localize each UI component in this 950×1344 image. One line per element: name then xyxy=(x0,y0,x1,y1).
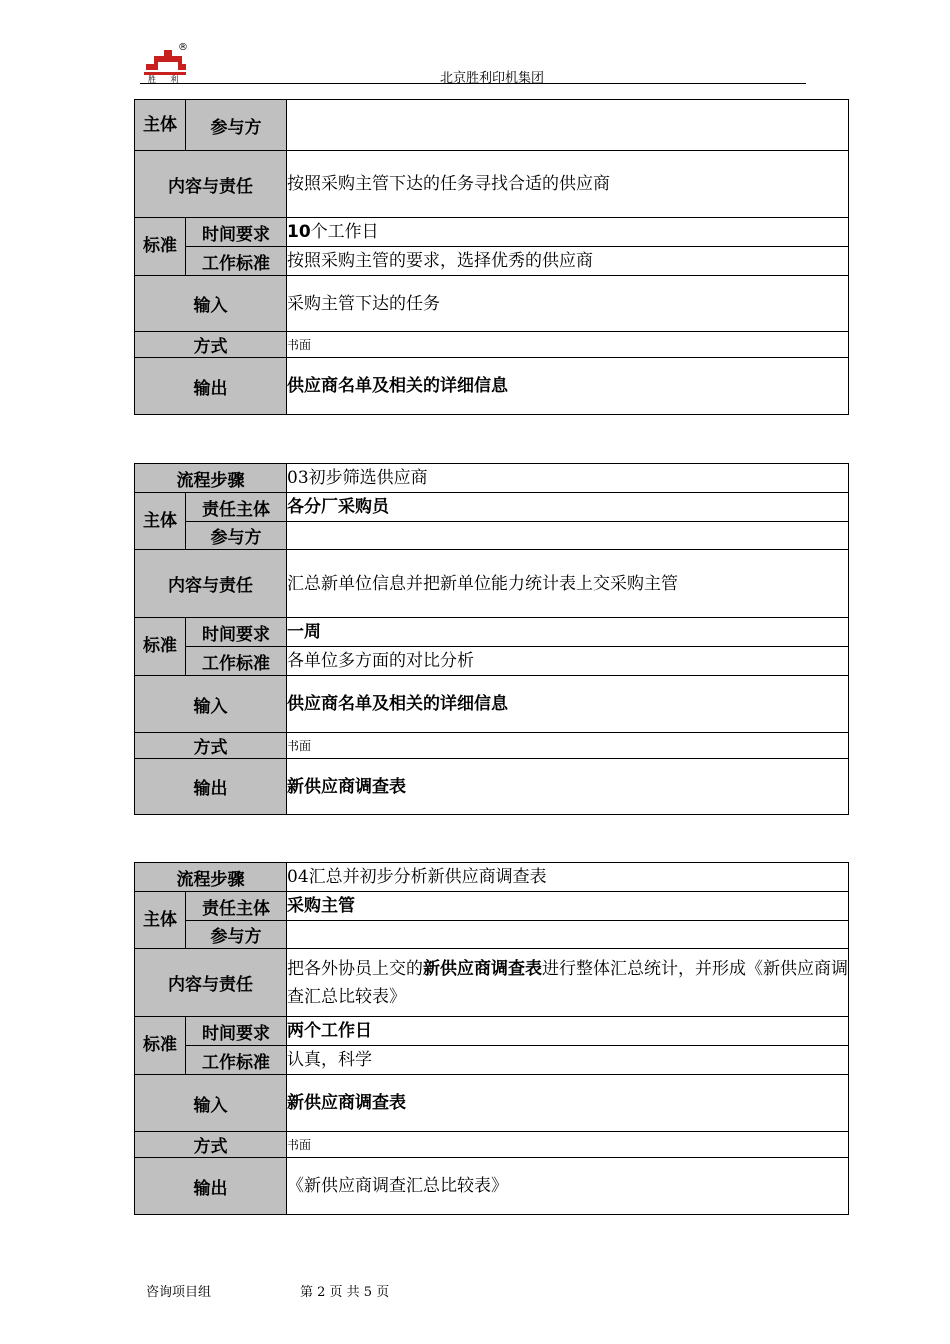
work-std-value: 各单位多方面的对比分析 xyxy=(287,647,849,676)
subject-col-label: 主体 xyxy=(135,100,186,151)
responsible-value: 各分厂采购员 xyxy=(287,493,849,522)
step-label: 流程步骤 xyxy=(135,863,287,892)
method-label: 方式 xyxy=(135,332,287,358)
work-std-value: 认真，科学 xyxy=(287,1046,849,1075)
output-label: 输出 xyxy=(135,759,287,815)
process-table-1 xyxy=(134,99,849,415)
step-label: 流程步骤 xyxy=(135,464,287,493)
standard-col-label: 标准 xyxy=(135,1017,186,1075)
time-req-value: 两个工作日 xyxy=(287,1017,849,1046)
participant-label: 参与方 xyxy=(186,921,287,949)
input-value: 新供应商调查表 xyxy=(287,1075,849,1132)
time-req-number: 10 xyxy=(287,222,311,242)
content-text-post: 进行整体汇总统计，并形成《新供应商调查汇总比较表》 xyxy=(287,958,848,1007)
output-label: 输出 xyxy=(135,358,287,415)
work-std-label: 工作标准 xyxy=(186,247,287,276)
time-req-value: 一周 xyxy=(287,618,849,647)
input-label: 输入 xyxy=(135,276,287,332)
participant-value xyxy=(287,522,849,550)
input-value: 供应商名单及相关的详细信息 xyxy=(287,676,849,733)
header-rule xyxy=(140,83,806,84)
time-req-label: 时间要求 xyxy=(186,1017,287,1046)
content-value xyxy=(287,949,849,1017)
step-value: 03初步筛选供应商 xyxy=(287,464,849,493)
process-table-2 xyxy=(134,463,849,815)
method-label: 方式 xyxy=(135,1132,287,1158)
subject-col-label: 主体 xyxy=(135,892,186,949)
output-label: 输出 xyxy=(135,1158,287,1215)
responsible-value: 采购主管 xyxy=(287,892,849,921)
standard-col-label: 标准 xyxy=(135,218,186,276)
method-label: 方式 xyxy=(135,733,287,759)
output-value: 《新供应商调查汇总比较表》 xyxy=(287,1158,849,1215)
content-label: 内容与责任 xyxy=(135,550,287,618)
footer-page-number: 第 2 页 共 5 页 xyxy=(300,1285,390,1300)
time-req-label: 时间要求 xyxy=(186,618,287,647)
header-title: 北京胜利印机集团 xyxy=(440,71,545,86)
content-label: 内容与责任 xyxy=(135,949,287,1017)
participant-label: 参与方 xyxy=(186,100,287,151)
logo-text: 胜 利 xyxy=(148,75,185,84)
method-value: 书面 xyxy=(287,332,849,358)
company-logo xyxy=(142,44,190,86)
method-value: 书面 xyxy=(287,1132,849,1158)
time-req-unit: 个工作日 xyxy=(310,222,379,242)
content-text-pre: 把各外协员上交的 xyxy=(287,958,423,979)
content-text-bold: 新供应商调查表 xyxy=(423,958,542,979)
step-value: 04汇总并初步分析新供应商调查表 xyxy=(287,863,849,892)
time-req-label: 时间要求 xyxy=(186,218,287,247)
subject-col-label: 主体 xyxy=(135,493,186,550)
process-table-3 xyxy=(134,862,849,1215)
participant-value xyxy=(287,100,849,151)
input-label: 输入 xyxy=(135,676,287,733)
time-req-value xyxy=(287,218,849,247)
output-value: 供应商名单及相关的详细信息 xyxy=(287,358,849,415)
participant-label: 参与方 xyxy=(186,522,287,550)
logo-registered: ® xyxy=(178,42,188,53)
participant-value xyxy=(287,921,849,949)
standard-col-label: 标准 xyxy=(135,618,186,676)
input-label: 输入 xyxy=(135,1075,287,1132)
content-label: 内容与责任 xyxy=(135,151,287,218)
content-value: 汇总新单位信息并把新单位能力统计表上交采购主管 xyxy=(287,550,849,618)
work-std-label: 工作标准 xyxy=(186,647,287,676)
work-std-value: 按照采购主管的要求，选择优秀的供应商 xyxy=(287,247,849,276)
output-value: 新供应商调查表 xyxy=(287,759,849,815)
content-value: 按照采购主管下达的任务寻找合适的供应商 xyxy=(287,151,849,218)
method-value: 书面 xyxy=(287,733,849,759)
footer-group-name: 咨询项目组 xyxy=(146,1285,212,1300)
responsible-label: 责任主体 xyxy=(186,892,287,921)
input-value: 采购主管下达的任务 xyxy=(287,276,849,332)
responsible-label: 责任主体 xyxy=(186,493,287,522)
work-std-label: 工作标准 xyxy=(186,1046,287,1075)
